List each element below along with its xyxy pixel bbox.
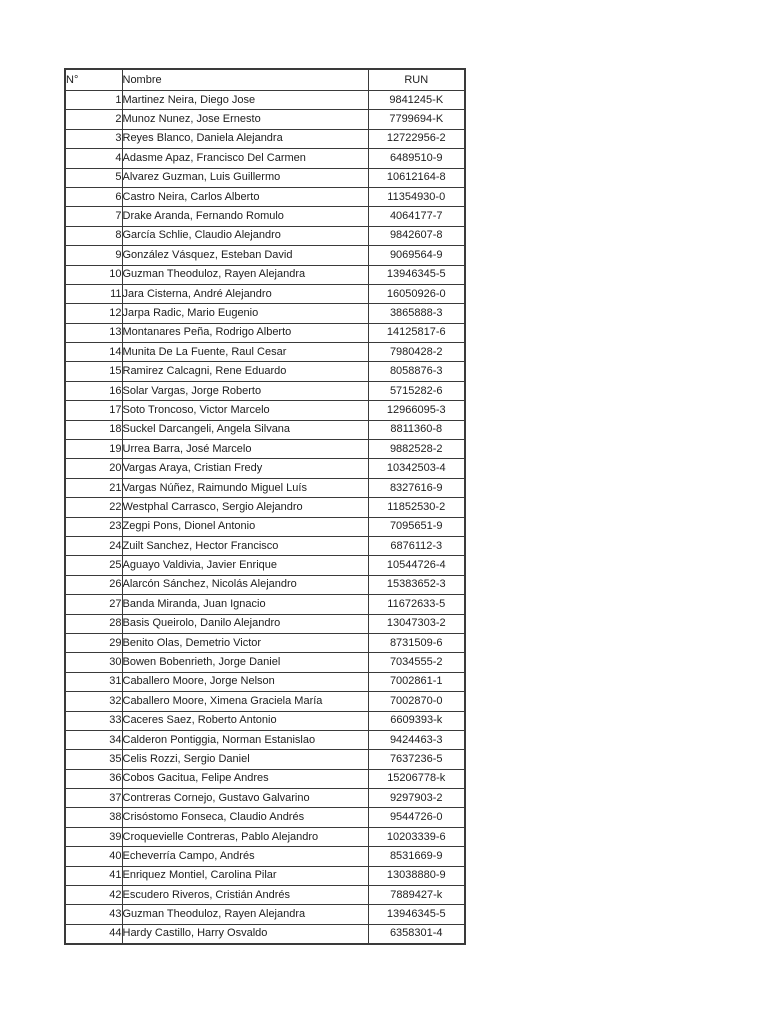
table-row	[65, 129, 465, 148]
header-cell-nombre: Nombre	[122, 69, 368, 91]
nombre-cell: Caballero Moore, Jorge Nelson	[122, 672, 368, 691]
row-number-cell: 12	[65, 304, 122, 323]
table-row	[65, 633, 465, 652]
table-row	[65, 246, 465, 265]
row-number-cell: 42	[65, 886, 122, 905]
table-row	[65, 168, 465, 187]
row-number-cell: 27	[65, 595, 122, 614]
table-row	[65, 91, 465, 110]
table-row	[65, 556, 465, 575]
nombre-cell: González Vásquez, Esteban David	[122, 246, 368, 265]
table-body	[65, 91, 465, 945]
run-cell: 15383652-3	[368, 575, 465, 594]
row-number-cell: 22	[65, 498, 122, 517]
table-row	[65, 575, 465, 594]
nombre-cell: Alarcón Sánchez, Nicolás Alejandro	[122, 575, 368, 594]
run-cell: 9841245-K	[368, 91, 465, 110]
run-cell: 13946345-5	[368, 265, 465, 284]
nombre-cell: Guzman Theoduloz, Rayen Alejandra	[122, 905, 368, 924]
nombre-cell: Zegpi Pons, Dionel Antonio	[122, 517, 368, 536]
nombre-cell: Ramirez Calcagni, Rene Eduardo	[122, 362, 368, 381]
nombre-cell: Escudero Riveros, Cristián Andrés	[122, 886, 368, 905]
row-number-cell: 16	[65, 381, 122, 400]
run-cell: 7002861-1	[368, 672, 465, 691]
run-cell: 7980428-2	[368, 343, 465, 362]
nombre-cell: Munita De La Fuente, Raul Cesar	[122, 343, 368, 362]
run-cell: 3865888-3	[368, 304, 465, 323]
table-row	[65, 886, 465, 905]
run-cell: 10342503-4	[368, 459, 465, 478]
row-number-cell: 3	[65, 129, 122, 148]
nombre-cell: Crisóstomo Fonseca, Claudio Andrés	[122, 808, 368, 827]
row-number-cell: 35	[65, 750, 122, 769]
table-row	[65, 517, 465, 536]
run-cell: 9842607-8	[368, 226, 465, 245]
nombre-cell: Basis Queirolo, Danilo Alejandro	[122, 614, 368, 633]
row-number-cell: 26	[65, 575, 122, 594]
run-cell: 11354930-0	[368, 187, 465, 206]
run-cell: 9424463-3	[368, 730, 465, 749]
row-number-cell: 25	[65, 556, 122, 575]
nombre-cell: Castro Neira, Carlos Alberto	[122, 187, 368, 206]
run-cell: 13038880-9	[368, 866, 465, 885]
row-number-cell: 37	[65, 789, 122, 808]
run-cell: 16050926-0	[368, 284, 465, 303]
row-number-cell: 43	[65, 905, 122, 924]
roster-table	[64, 68, 466, 945]
nombre-cell: Vargas Araya, Cristian Fredy	[122, 459, 368, 478]
row-number-cell: 6	[65, 187, 122, 206]
nombre-cell: Soto Troncoso, Victor Marcelo	[122, 401, 368, 420]
row-number-cell: 41	[65, 866, 122, 885]
table-row	[65, 692, 465, 711]
nombre-cell: Montanares Peña, Rodrigo Alberto	[122, 323, 368, 342]
row-number-cell: 23	[65, 517, 122, 536]
run-cell: 10612164-8	[368, 168, 465, 187]
run-cell: 15206778-k	[368, 769, 465, 788]
nombre-cell: Calderon Pontiggia, Norman Estanislao	[122, 730, 368, 749]
run-cell: 9297903-2	[368, 789, 465, 808]
run-cell: 7034555-2	[368, 653, 465, 672]
row-number-cell: 10	[65, 265, 122, 284]
run-cell: 12722956-2	[368, 129, 465, 148]
nombre-cell: Guzman Theoduloz, Rayen Alejandra	[122, 265, 368, 284]
run-cell: 10544726-4	[368, 556, 465, 575]
run-cell: 6358301-4	[368, 924, 465, 944]
row-number-cell: 17	[65, 401, 122, 420]
nombre-cell: García Schlie, Claudio Alejandro	[122, 226, 368, 245]
nombre-cell: Caceres Saez, Roberto Antonio	[122, 711, 368, 730]
row-number-cell: 29	[65, 633, 122, 652]
row-number-cell: 18	[65, 420, 122, 439]
nombre-cell: Benito Olas, Demetrio Victor	[122, 633, 368, 652]
table-row	[65, 323, 465, 342]
nombre-cell: Bowen Bobenrieth, Jorge Daniel	[122, 653, 368, 672]
row-number-cell: 38	[65, 808, 122, 827]
row-number-cell: 40	[65, 847, 122, 866]
table-row	[65, 536, 465, 555]
row-number-cell: 30	[65, 653, 122, 672]
table-row	[65, 905, 465, 924]
row-number-cell: 36	[65, 769, 122, 788]
table-row	[65, 284, 465, 303]
table-row	[65, 265, 465, 284]
table-row	[65, 730, 465, 749]
row-number-cell: 44	[65, 924, 122, 944]
row-number-cell: 34	[65, 730, 122, 749]
row-number-cell: 31	[65, 672, 122, 691]
row-number-cell: 19	[65, 440, 122, 459]
run-cell: 5715282-6	[368, 381, 465, 400]
nombre-cell: Alvarez Guzman, Luis Guillermo	[122, 168, 368, 187]
row-number-cell: 1	[65, 91, 122, 110]
row-number-cell: 20	[65, 459, 122, 478]
run-cell: 8327616-9	[368, 478, 465, 497]
table-row	[65, 110, 465, 129]
nombre-cell: Solar Vargas, Jorge Roberto	[122, 381, 368, 400]
run-cell: 7002870-0	[368, 692, 465, 711]
run-cell: 7799694-K	[368, 110, 465, 129]
run-cell: 14125817-6	[368, 323, 465, 342]
run-cell: 11852530-2	[368, 498, 465, 517]
run-cell: 7637236-5	[368, 750, 465, 769]
table-row	[65, 847, 465, 866]
nombre-cell: Contreras Cornejo, Gustavo Galvarino	[122, 789, 368, 808]
run-cell: 8731509-6	[368, 633, 465, 652]
row-number-cell: 9	[65, 246, 122, 265]
run-cell: 4064177-7	[368, 207, 465, 226]
table-row	[65, 866, 465, 885]
row-number-cell: 2	[65, 110, 122, 129]
nombre-cell: Croquevielle Contreras, Pablo Alejandro	[122, 827, 368, 846]
nombre-cell: Jarpa Radic, Mario Eugenio	[122, 304, 368, 323]
table-row	[65, 459, 465, 478]
row-number-cell: 33	[65, 711, 122, 730]
nombre-cell: Caballero Moore, Ximena Graciela María	[122, 692, 368, 711]
run-cell: 6876112-3	[368, 536, 465, 555]
row-number-cell: 8	[65, 226, 122, 245]
nombre-cell: Suckel Darcangeli, Angela Silvana	[122, 420, 368, 439]
nombre-cell: Jara Cisterna, André Alejandro	[122, 284, 368, 303]
row-number-cell: 39	[65, 827, 122, 846]
nombre-cell: Westphal Carrasco, Sergio Alejandro	[122, 498, 368, 517]
row-number-cell: 13	[65, 323, 122, 342]
table-row	[65, 924, 465, 944]
table-row	[65, 226, 465, 245]
table-row	[65, 149, 465, 168]
nombre-cell: Munoz Nunez, Jose Ernesto	[122, 110, 368, 129]
nombre-cell: Enriquez Montiel, Carolina Pilar	[122, 866, 368, 885]
run-cell: 13946345-5	[368, 905, 465, 924]
run-cell: 6489510-9	[368, 149, 465, 168]
nombre-cell: Celis Rozzi, Sergio Daniel	[122, 750, 368, 769]
run-cell: 9544726-0	[368, 808, 465, 827]
table-row	[65, 187, 465, 206]
table-row	[65, 827, 465, 846]
row-number-cell: 15	[65, 362, 122, 381]
table-row	[65, 789, 465, 808]
row-number-cell: 14	[65, 343, 122, 362]
table-row	[65, 595, 465, 614]
run-cell: 8531669-9	[368, 847, 465, 866]
table-row	[65, 653, 465, 672]
nombre-cell: Zuilt Sanchez, Hector Francisco	[122, 536, 368, 555]
nombre-cell: Martinez Neira, Diego Jose	[122, 91, 368, 110]
table-row	[65, 672, 465, 691]
row-number-cell: 5	[65, 168, 122, 187]
run-cell: 7889427-k	[368, 886, 465, 905]
run-cell: 12966095-3	[368, 401, 465, 420]
nombre-cell: Echeverría Campo, Andrés	[122, 847, 368, 866]
row-number-cell: 32	[65, 692, 122, 711]
table-row	[65, 750, 465, 769]
table-row	[65, 808, 465, 827]
nombre-cell: Hardy Castillo, Harry Osvaldo	[122, 924, 368, 944]
run-cell: 9882528-2	[368, 440, 465, 459]
nombre-cell: Aguayo Valdivia, Javier Enrique	[122, 556, 368, 575]
table-row	[65, 401, 465, 420]
table-row	[65, 498, 465, 517]
table-row	[65, 614, 465, 633]
header-cell-numero: N°	[65, 69, 122, 91]
row-number-cell: 21	[65, 478, 122, 497]
header-cell-run: RUN	[368, 69, 465, 91]
nombre-cell: Urrea Barra, José Marcelo	[122, 440, 368, 459]
table-row	[65, 711, 465, 730]
table-row	[65, 304, 465, 323]
table-row	[65, 362, 465, 381]
nombre-cell: Vargas Núñez, Raimundo Miguel Luís	[122, 478, 368, 497]
run-cell: 7095651-9	[368, 517, 465, 536]
run-cell: 6609393-k	[368, 711, 465, 730]
table-row	[65, 381, 465, 400]
table-row	[65, 478, 465, 497]
run-cell: 13047303-2	[368, 614, 465, 633]
table-row	[65, 440, 465, 459]
run-cell: 9069564-9	[368, 246, 465, 265]
nombre-cell: Drake Aranda, Fernando Romulo	[122, 207, 368, 226]
nombre-cell: Cobos Gacitua, Felipe Andres	[122, 769, 368, 788]
table-row	[65, 769, 465, 788]
table-header-row	[65, 69, 465, 91]
table-row	[65, 420, 465, 439]
table-row	[65, 343, 465, 362]
nombre-cell: Reyes Blanco, Daniela Alejandra	[122, 129, 368, 148]
nombre-cell: Adasme Apaz, Francisco Del Carmen	[122, 149, 368, 168]
table-row	[65, 207, 465, 226]
run-cell: 10203339-6	[368, 827, 465, 846]
nombre-cell: Banda Miranda, Juan Ignacio	[122, 595, 368, 614]
run-cell: 11672633-5	[368, 595, 465, 614]
row-number-cell: 4	[65, 149, 122, 168]
row-number-cell: 24	[65, 536, 122, 555]
row-number-cell: 7	[65, 207, 122, 226]
run-cell: 8058876-3	[368, 362, 465, 381]
run-cell: 8811360-8	[368, 420, 465, 439]
row-number-cell: 28	[65, 614, 122, 633]
row-number-cell: 11	[65, 284, 122, 303]
